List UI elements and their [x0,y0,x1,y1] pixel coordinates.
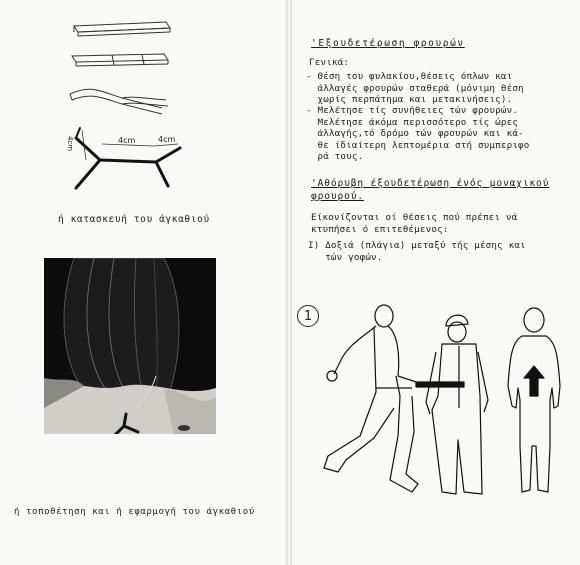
intro-text: Είκονίζονται οί θέσεις πού πρέπει νά κτυπήσει ό επιτεθέμενος: [311,212,518,235]
book-gutter [286,0,292,565]
guard-attack-illustration [316,296,566,506]
dimension-label-2: 4cm [158,135,176,144]
dimension-label-3: 4cm [66,136,74,152]
section-subtitle: 'Αθόρυβη έξουδετέρωση ένός μοναχικού φρουρού. [311,178,550,202]
tire-caltrop-photo [44,258,216,434]
target-arrow-icon [524,366,544,396]
attacker-figure [324,305,418,492]
caltrop-construction-drawing [62,12,192,192]
bullet-2: - Μελέτησε τίς συνήθειες τών φρουρών. Μελέτησε άκόμα περισσότερο τίς ώρες άλλαγής,τό δρόμο τών φρουρών και κά- θε ίδιαίτερη λεπτομέρια στή συμπεριφο ρά τους. [306,105,530,162]
caption-placement: ή τοποθέτηση και ή εφαρμογή του άγκαθιού [14,507,255,517]
target-silhouette [508,308,560,492]
metal-bar-marked [72,54,168,66]
figure-number: 1 [297,305,319,327]
dimension-label-1: 4cm [118,136,136,145]
bullet-1: - Θέση του φυλακίου,θέσεις όπλων και άλλαγές φρουρών σταθερά (μόνιμη θέση χωρίς περπάτημα και μετακινήσεις). [306,71,524,105]
guard-figure [416,315,488,494]
metal-bar-straight [74,22,170,36]
metal-bar-bent [70,89,168,114]
caption-construction: ή κατασκευή του άγκαθιού [58,214,210,225]
page-title: 'Εξουδετέρωση φρουρών [311,38,465,49]
general-heading: Γενικά: [309,57,350,68]
point-1: I) Δοξιά (πλάγια) μεταξύ τής μέσης και τών γοφών. [308,240,526,263]
